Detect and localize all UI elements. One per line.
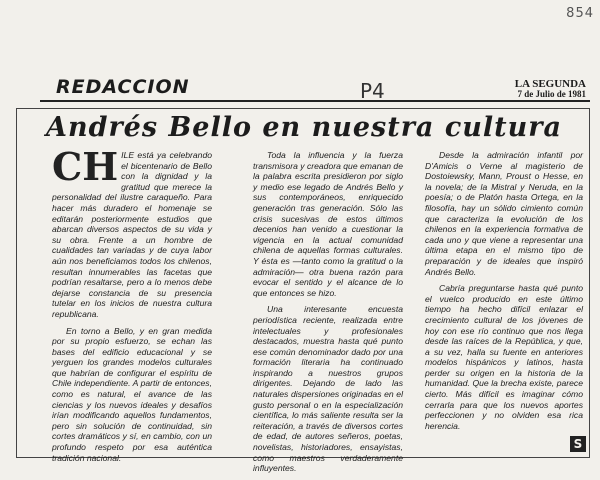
masthead: [515, 79, 586, 99]
article-column-3: [425, 150, 583, 437]
handwritten-annotation: P4: [360, 79, 385, 103]
paragraph: Toda la influencia y la fuerza transmisora y creadora que emanan de la palabra escrita presidieron por siglo y medio ese legado de Andrés Bello y sus contemporáneos, enriquecido generación tras generación. Sólo las crisis sucesivas de estos últimos decenios han venido a cuestionar la vigencia en la actual comunidad chilena de aquellas formas culturales. Y ésta es —tanto como la gratitud o la admiración— otra buena razón para evocar el sentido y el alcance de lo que entonces se hizo.: [253, 150, 403, 298]
article-column-2: [253, 150, 403, 480]
paragraph: Una interesante encuesta periodística reciente, realizada entre intelectuales y profesionales destacados, muestra hasta qué punto ese común denominador dado por una formación literaria ha continuado inspirando a nuestros grupos dirigentes. Dejando de lado las naturales dispersiones originadas en el gusto personal o en la especialización científica, lo más saliente resulta ser la reiteración, a través de diversos cortes de edad, de autores señeros, poetas, novelistas, historiadores, ensayistas, como maestros verdaderamente influyentes.: [253, 304, 403, 474]
page-badge-icon: S: [570, 436, 586, 452]
section-title: REDACCION: [56, 76, 190, 98]
article-column-1: [52, 144, 212, 469]
paragraph: En torno a Bello, y en gran medida por su propio esfuerzo, se echan las bases del edificio educacional y se yerguen los grandes modelos culturales que habrían de configurar el espíritu de Chile independiente. A partir de entonces, como es natural, el avance de las ciencias y los nuevos ideales y desafíos irían modificando aquellos fundamentos, pero sin solución de continuidad, sin cortes dramáticos y sí, en cambio, con un profundo respeto por esa auténtica tradición nacional.: [52, 325, 212, 463]
article-headline: Andrés Bello en nuestra cultura: [46, 112, 562, 143]
paragraph: Cabría preguntarse hasta qué punto el vuelco producido en este último tiempo ha hecho difícil enlazar el crecimiento cultural de los jóvenes de hoy con ese río continuo que nos llega desde las raíces de la República, y que, a su vez, halla su fuente en anteriores modelos hispánicos y latinos, hasta perder su origen en la historia de la humanidad. Que la brecha existe, parece cierto. Más difícil es imaginar cómo cerrarla para que los nuevos aportes perfeccionen y no olviden esa rica herencia.: [425, 283, 583, 431]
paragraph: CH ILE está ya celebrando el bicentenario de Bello con la dignidad y la gratitud que merece la personalidad del ilustre caraqueño. Para hacer más duradero el homenaje se editarán posteriormente estudios que abarcan diversos aspectos de su vida y su obra. Frente a un hombre de cualidades tan variadas y de cuya labor aún nos beneficiamos todos los chilenos, resultan innumerables las facetas que podrían resaltarse, pero a lo menos debe dejarse constancia de su presencia tutelar en los inicios de nuestra cultura republicana.: [52, 144, 212, 319]
header-rule: [40, 100, 590, 102]
handwritten-page-number: 854: [566, 6, 594, 21]
paragraph: Desde la admiración infantil por D'Amicis o Verne al magisterio de Dostoiewsky, Mann, Proust o Hesse, en la novela; de la Mistral y Neruda, en la poesía; o de Platón hasta Ortega, en la filosofía, hay un sólido cimiento común que caracteriza la evolución de los chilenos en la experiencia formativa de cada uno y que viene a representar una última etapa en el mismo tipo de preparación y de ideales que inspiró Andrés Bello.: [425, 150, 583, 277]
publication-name: LA SEGUNDA: [514, 78, 586, 90]
publication-date: 7 de Julio de 1981: [517, 89, 586, 99]
drop-cap: CH: [52, 144, 119, 189]
